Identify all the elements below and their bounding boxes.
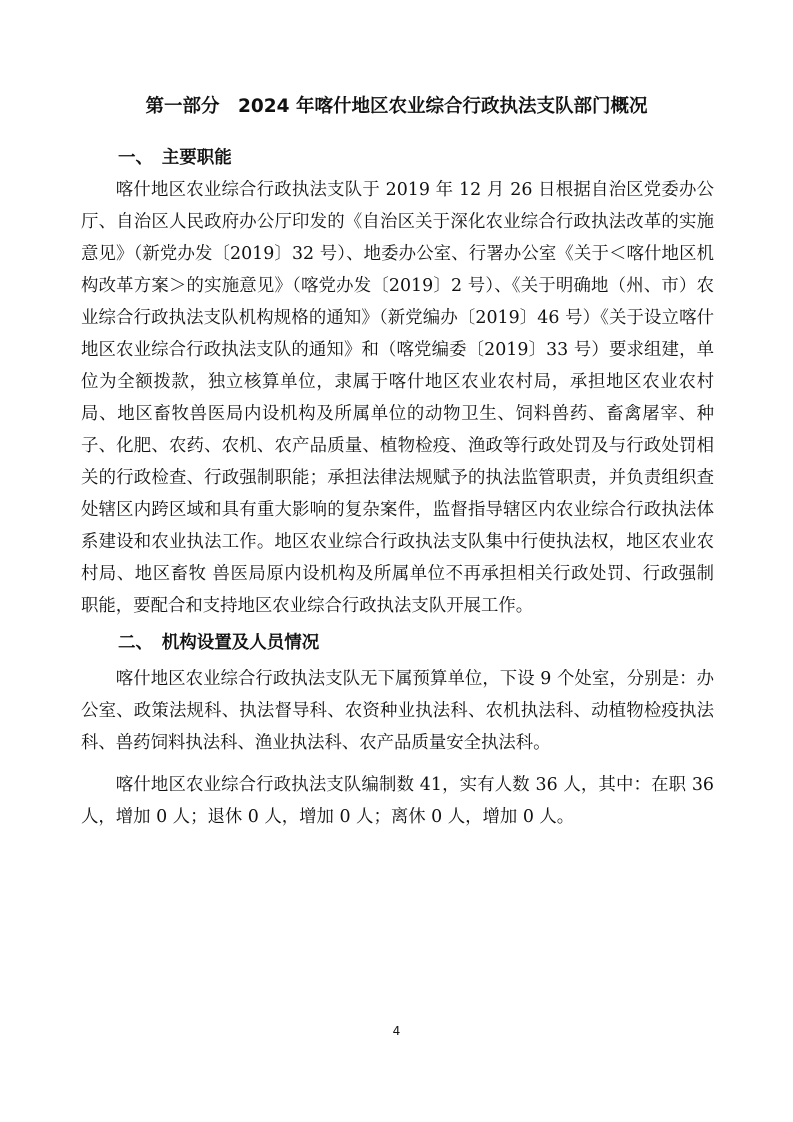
paragraph-departments: 喀什地区农业综合行政执法支队无下属预算单位，下设 9 个处室，分别是：办公室、政策法规科、执法督导科、农资种业执法科、农机执法科、动植物检疫执法科、兽药饲料执法科、渔业执法科、农产品质量安全执法科。: [81, 669, 714, 753]
section-heading-organization: 二、 机构设置及人员情况: [118, 633, 320, 653]
section-heading-main-functions: 一、 主要职能: [118, 148, 232, 168]
document-title: 第一部分 2024 年喀什地区农业综合行政执法支队部门概况: [145, 96, 648, 117]
document-body: [81, 142, 714, 833]
page-number: 4: [392, 1024, 401, 1038]
paragraph-staffing: 喀什地区农业综合行政执法支队编制数 41，实有人数 36 人，其中：在职 36 人，增加 0 人；退休 0 人，增加 0 人；离休 0 人，增加 0 人。: [81, 775, 714, 827]
paragraph-main-functions: 喀什地区农业综合行政执法支队于 2019 年 12 月 26 日根据自治区党委办公厅、自治区人民政府办公厅印发的《自治区关于深化农业综合行政执法改革的实施意见》（新党办发〔2019〕32 号）、地委办公室、行署办公室《关于＜喀什地区机构改革方案＞的实施意见》（喀党办发〔2019〕2 号）、《关于明确地（州、市）农业综合行政执法支队机构规格的通知》（新党编办〔2019〕46 号）《关于设立喀什地区农业综合行政执法支队的通知》和（喀党编委〔2019〕33 号）要求组建，单位为全额拨款，独立核算单位，隶属于喀什地区农业农村局，承担地区农业农村局、地区畜牧兽医局内设机构及所属单位的动物卫生、饲料兽药、畜禽屠宰、种子、化肥、农药、农机、农产品质量、植物检疫、渔政等行政处罚及与行政处罚相关的行政检查、行政强制职能；承担法律法规赋予的执法监管职责，并负责组织查处辖区内跨区域和具有重大影响的复杂案件，监督指导辖区内农业综合行政执法体系建设和农业执法工作。地区农业综合行政执法支队集中行使执法权，地区农业农村局、地区畜牧 兽医局原内设机构及所属单位不再承担相关行政处罚、行政强制 职能，要配合和支持地区农业综合行政执法支队开展工作。: [81, 180, 714, 616]
